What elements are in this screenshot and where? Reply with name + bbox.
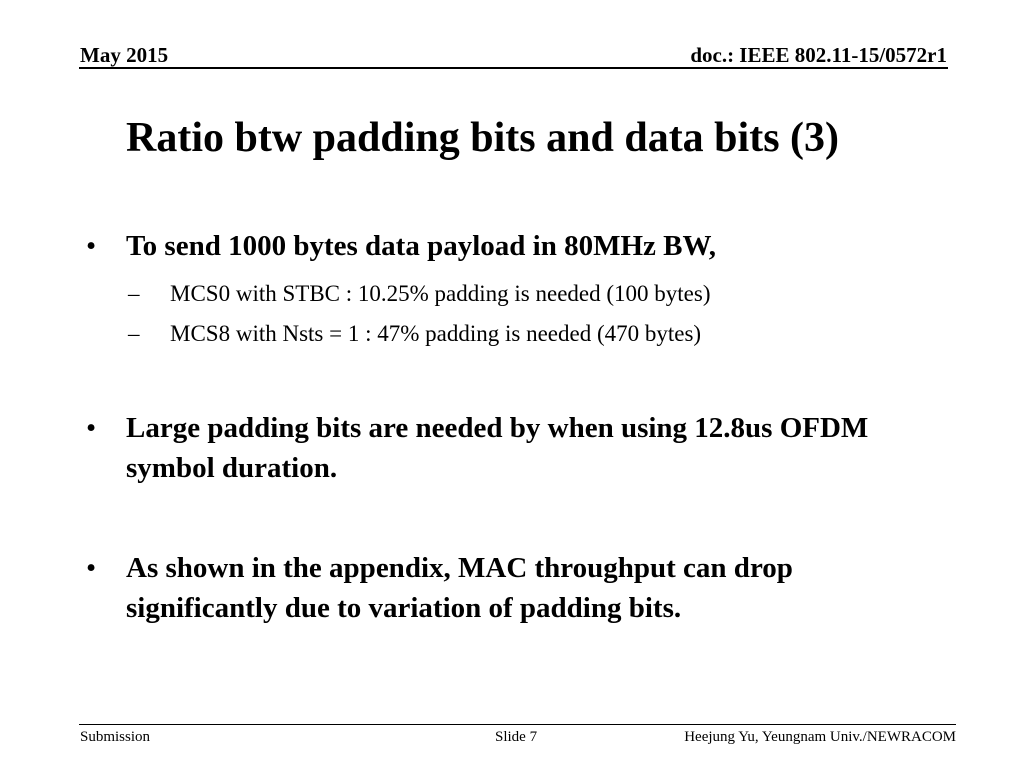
sub-bullet-text: MCS0 with STBC : 10.25% padding is needed (100 bytes) xyxy=(170,281,711,306)
bullet-dot-icon: • xyxy=(86,412,97,444)
dash-icon: – xyxy=(128,321,140,346)
footer-divider xyxy=(79,724,956,725)
bullet-dot-icon: • xyxy=(86,552,97,584)
footer-submission: Submission xyxy=(80,729,151,745)
bullet-item xyxy=(86,226,936,266)
dash-icon: – xyxy=(128,281,140,306)
footer-slide-number: Slide 7 xyxy=(495,729,538,745)
slide-body xyxy=(86,226,936,628)
slide-title: Ratio btw padding bits and data bits (3) xyxy=(126,115,840,161)
bullet-text: Large padding bits are needed by when using 12.8us OFDM symbol duration. xyxy=(126,412,869,484)
footer-author: Heejung Yu, Yeungnam Univ./NEWRACOM xyxy=(684,729,956,745)
header-divider xyxy=(79,67,948,69)
bullet-text: To send 1000 bytes data payload in 80MHz BW, xyxy=(126,230,717,262)
bullet-item xyxy=(86,408,936,488)
sub-bullet-text: MCS8 with Nsts = 1 : 47% padding is needed (470 bytes) xyxy=(170,321,702,346)
bullet-item xyxy=(86,548,936,628)
header-date: May 2015 xyxy=(80,43,169,67)
sub-bullet-item xyxy=(86,278,936,309)
sub-bullet-item xyxy=(86,318,936,349)
bullet-dot-icon: • xyxy=(86,230,97,262)
bullet-text: As shown in the appendix, MAC throughput can drop significantly due to variation of padding bits. xyxy=(126,552,793,624)
header-doc-id: doc.: IEEE 802.11-15/0572r1 xyxy=(690,43,947,67)
